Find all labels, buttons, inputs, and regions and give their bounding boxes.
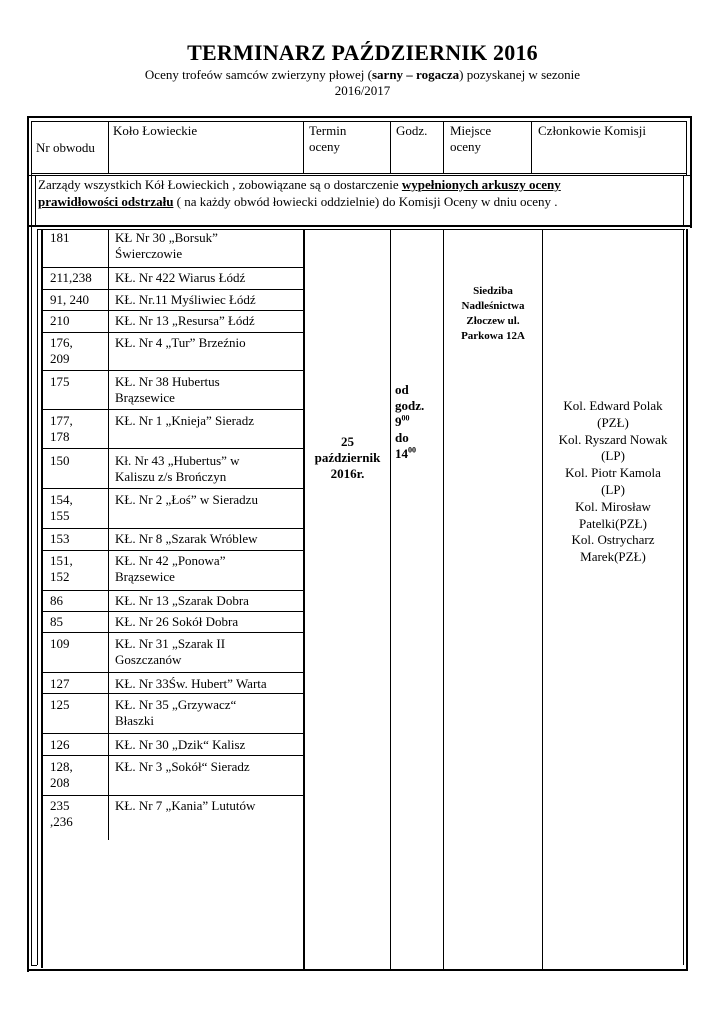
row-nr: 85	[50, 614, 63, 629]
body-col-3	[390, 229, 391, 969]
row-kolo: KŁ. Nr 422 Wiarus Łódź	[115, 270, 246, 285]
komisja-line: Marek(PZŁ)	[580, 549, 646, 565]
subtitle-bold: sarny – rogacza	[371, 67, 460, 82]
row-sep	[42, 448, 304, 449]
header-czlonkowie: Członkowie Komisji	[538, 123, 646, 138]
header-col-3	[390, 121, 391, 174]
godz-label: godz.	[395, 398, 425, 413]
subtitle-season: 2016/2017	[334, 83, 391, 98]
row-kolo: Kł. Nr 43 „Hubertus” w Kaliszu z/s Brończyn	[115, 453, 240, 484]
subtitle-text: Oceny trofeów samców zwierzyny płowej (	[144, 67, 372, 82]
notice-emphasis: wypełnionych arkuszy oceny	[401, 177, 561, 192]
page-subtitle	[0, 67, 725, 99]
row-nr: 125	[50, 697, 70, 712]
row-kolo: KŁ. Nr 38 Hubertus Brązsewice	[115, 374, 220, 405]
notice-emphasis-2: prawidłowości odstrzału	[38, 194, 174, 209]
row-kolo: KŁ. Nr 3 „Sokół“ Sieradz	[115, 759, 250, 774]
row-nr: 128, 208	[50, 759, 73, 790]
row-nr: 151, 152	[50, 553, 73, 584]
komisja-line: (LP)	[601, 481, 625, 497]
header-col-5	[531, 121, 532, 174]
row-sep	[42, 755, 304, 756]
header-termin: Termin oceny	[309, 123, 347, 154]
subtitle-text-end: ) pozyskanej w sezonie	[459, 67, 581, 82]
row-nr: 109	[50, 636, 70, 651]
komisja-line: Kol. Mirosław	[575, 498, 651, 514]
frame-left-outer	[27, 116, 29, 972]
row-kolo: KŁ. Nr 33Św. Hubert” Warta	[115, 676, 267, 691]
body-col-2	[303, 229, 305, 969]
header-col-4	[443, 121, 444, 174]
row-nr: 154, 155	[50, 492, 73, 523]
row-nr: 235 ,236	[50, 798, 73, 829]
row-sep	[42, 611, 304, 612]
row-sep	[42, 693, 304, 694]
godziny-oceny	[391, 382, 431, 462]
page-title: TERMINARZ PAŹDZIERNIK 2016	[187, 40, 538, 65]
row-sep	[42, 550, 304, 551]
row-nr: 91, 240	[50, 292, 89, 307]
body-col-5	[542, 229, 543, 969]
termin-day: 25	[341, 434, 354, 449]
row-kolo: KŁ. Nr 42 „Ponowa” Brązsewice	[115, 553, 226, 584]
notice-left-inner	[35, 175, 36, 225]
body-left-1	[37, 229, 38, 965]
body-col-1	[108, 229, 109, 840]
komisja-line: Kol. Ostrycharz	[571, 532, 655, 548]
frame-top-inner	[31, 121, 687, 122]
termin-month: październik	[314, 450, 381, 465]
header-bottom	[31, 173, 687, 174]
row-kolo: KŁ. Nr 1 „Knieja” Sieradz	[115, 413, 254, 428]
header-kolo: Koło Łowieckie	[113, 123, 198, 138]
miejsce-oceny: Siedziba Nadleśnictwa Złoczew ul. Parkowa 12A	[461, 285, 525, 342]
row-nr: 176, 209	[50, 335, 73, 366]
row-sep	[42, 267, 304, 268]
row-sep	[42, 632, 304, 633]
godz-start: $9^{00}$	[395, 413, 410, 429]
row-sep	[42, 795, 304, 796]
header-miejsce: Miejsce oceny	[450, 123, 492, 154]
row-sep	[42, 672, 304, 673]
body-left-2	[41, 229, 43, 968]
komisja-line: Kol. Piotr Kamola	[565, 465, 661, 481]
header-godz: Godz.	[396, 123, 428, 138]
body-right-inner	[683, 229, 684, 965]
frame-left-inner	[31, 121, 32, 965]
body-right-outer	[686, 229, 688, 969]
row-nr: 175	[50, 374, 70, 389]
frame-top-outer	[27, 116, 691, 118]
row-kolo: KŁ. Nr 7 „Kania” Lututów	[115, 798, 256, 813]
body-bottom-outer	[27, 969, 688, 971]
row-sep	[42, 289, 304, 290]
row-sep	[42, 310, 304, 311]
row-nr: 210	[50, 313, 70, 328]
row-kolo: KŁ Nr 30 „Borsuk” Świerczowie	[115, 230, 218, 261]
header-col-1	[108, 121, 109, 174]
row-nr: 150	[50, 453, 70, 468]
row-kolo: KŁ. Nr 13 „Resursa” Łódź	[115, 313, 255, 328]
row-sep	[42, 332, 304, 333]
row-kolo: KŁ. Nr 4 „Tur” Brzeźnio	[115, 335, 246, 350]
row-kolo: KŁ. Nr.11 Myśliwiec Łódź	[115, 292, 256, 307]
termin-oceny	[305, 434, 390, 482]
godz-od: od	[395, 382, 409, 397]
body-bottom-inner	[31, 965, 37, 966]
row-kolo: KŁ. Nr 26 Sokół Dobra	[115, 614, 239, 629]
row-nr: 126	[50, 737, 70, 752]
header-col-2	[303, 121, 304, 174]
godz-do: do	[395, 430, 409, 445]
row-kolo: KŁ. Nr 31 „Szarak II Goszczanów	[115, 636, 226, 667]
row-sep	[42, 488, 304, 489]
row-nr: 177, 178	[50, 413, 73, 444]
row-nr: 127	[50, 676, 70, 691]
row-sep	[42, 409, 304, 410]
frame-right-header-inner	[686, 121, 687, 175]
header-nr-obwodu: Nr obwodu	[36, 140, 95, 155]
row-kolo: KŁ. Nr 8 „Szarak Wróblew	[115, 531, 258, 546]
czlonkowie-komisji	[544, 398, 682, 566]
row-sep	[42, 590, 304, 591]
komisja-line: Kol. Ryszard Nowak	[558, 431, 668, 447]
godz-end: $14^{00}$	[395, 445, 416, 461]
notice-right-inner	[683, 175, 684, 225]
row-sep	[42, 733, 304, 734]
row-sep	[42, 370, 304, 371]
row-nr: 153	[50, 531, 70, 546]
termin-year: 2016r.	[330, 466, 365, 481]
frame-right-header-outer	[690, 116, 692, 228]
row-nr: 86	[50, 593, 63, 608]
row-kolo: KŁ. Nr 13 „Szarak Dobra	[115, 593, 249, 608]
notice-text: Zarządy wszystkich Kół Łowieckich , zobowiązane są o dostarczenie wypełnionych arkuszy oceny prawidłowości odstrzału ( na każdy obwód łowiecki oddzielnie) do Komisji Oceny w dniu oceny .	[38, 177, 561, 209]
notice-bottom-outer	[29, 225, 691, 227]
row-kolo: KŁ. Nr 30 „Dzik“ Kalisz	[115, 737, 246, 752]
row-kolo: KŁ. Nr 2 „Łoś” w Sieradzu	[115, 492, 258, 507]
komisja-line: (LP)	[601, 448, 625, 464]
komisja-line: Patelki(PZŁ)	[579, 515, 647, 531]
komisja-line: (PZŁ)	[597, 414, 629, 430]
row-nr: 181	[50, 230, 70, 245]
row-kolo: KŁ. Nr 35 „Grzywacz“ Błaszki	[115, 697, 237, 728]
row-nr: 211,238	[50, 270, 92, 285]
komisja-line: Kol. Edward Polak	[563, 398, 663, 413]
row-sep	[42, 528, 304, 529]
